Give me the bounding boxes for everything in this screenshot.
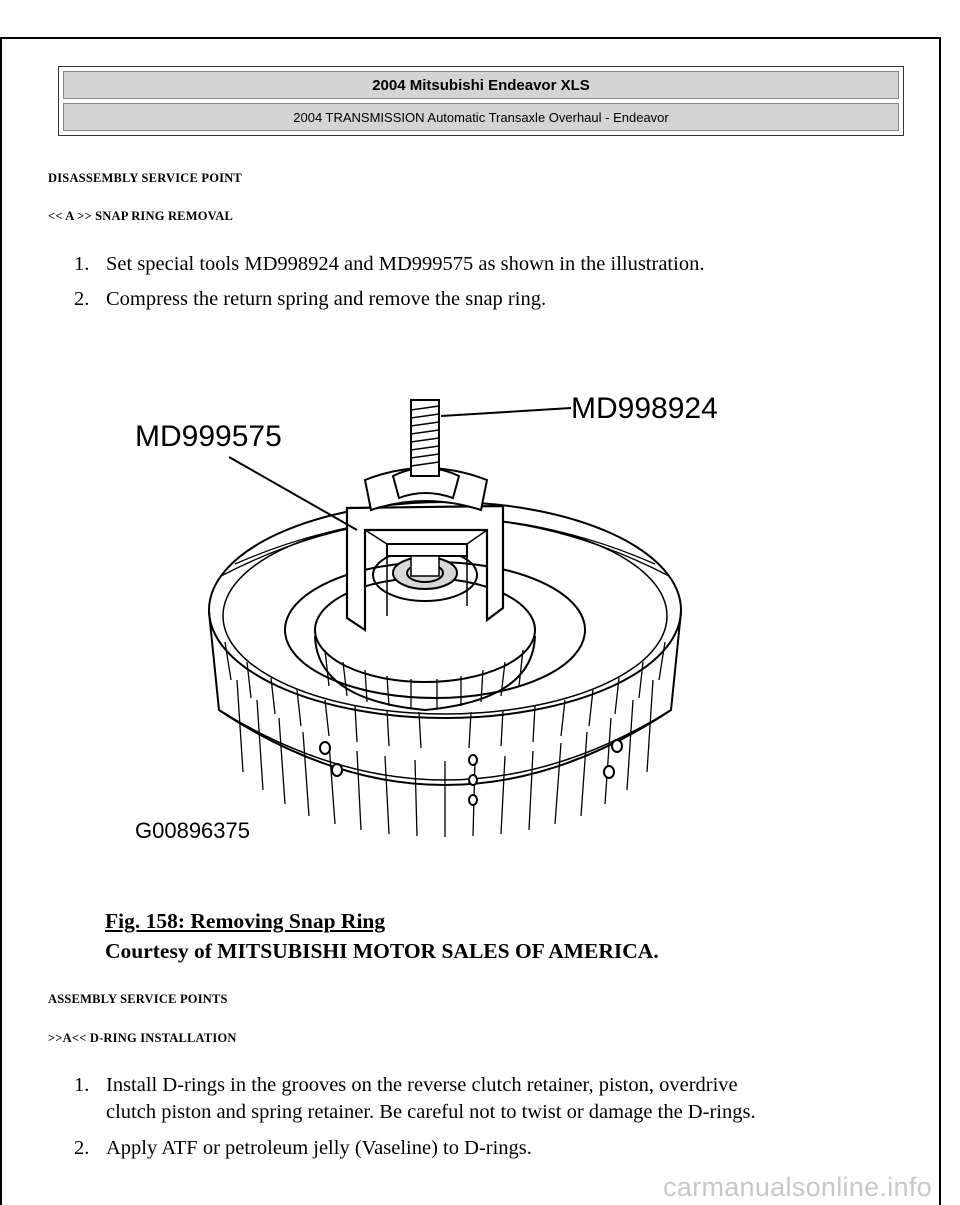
disassembly-step-2 xyxy=(74,286,546,313)
d-ring-installation-heading: >>A<< D-RING INSTALLATION xyxy=(48,1031,237,1045)
step-text xyxy=(106,1072,756,1126)
step-text: Apply ATF or petroleum jelly (Vaseline) to D-rings. xyxy=(106,1137,532,1159)
figure-title-link[interactable]: Fig. 158: Removing Snap Ring xyxy=(105,909,386,933)
section-title: 2004 TRANSMISSION Automatic Transaxle Overhaul - Endeavor xyxy=(63,103,899,131)
snap-ring-removal-illustration xyxy=(125,380,765,850)
step-text-line: clutch piston and spring retainer. Be careful not to twist or damage the D-rings. xyxy=(106,1101,756,1123)
drum-holes xyxy=(320,740,622,805)
figure-credit: Courtesy of MITSUBISHI MOTOR SALES OF AMERICA. xyxy=(105,939,659,963)
step-number: 1. xyxy=(74,253,90,275)
disassembly-step-1 xyxy=(74,251,704,278)
figure-image-id: G00896375 xyxy=(135,818,250,843)
assembly-heading: ASSEMBLY SERVICE POINTS xyxy=(48,992,228,1006)
callout-md998924: MD998924 xyxy=(571,392,718,425)
callout-md999575: MD999575 xyxy=(135,420,282,453)
drum-top-rim xyxy=(209,502,681,718)
step-text: Compress the return spring and remove the snap ring. xyxy=(106,288,547,310)
page-right-border xyxy=(939,37,941,1205)
step-number: 1. xyxy=(74,1074,90,1096)
leader-line-right xyxy=(441,408,571,416)
page-left-border xyxy=(0,37,2,1205)
leader-line-left xyxy=(229,457,357,530)
page-top-border xyxy=(0,37,941,39)
document-header xyxy=(58,66,904,136)
step-number: 2. xyxy=(74,1137,90,1159)
step-text: Set special tools MD998924 and MD999575 as shown in the illustration. xyxy=(106,253,705,275)
snap-ring-removal-heading: << A >> SNAP RING REMOVAL xyxy=(48,209,234,223)
site-watermark: carmanualsonline.info xyxy=(663,1172,932,1202)
bracket-cross-bar xyxy=(387,544,467,556)
retainer-teeth xyxy=(325,650,523,709)
step-number: 2. xyxy=(74,288,90,310)
disassembly-heading: DISASSEMBLY SERVICE POINT xyxy=(48,171,242,185)
retainer-gear xyxy=(315,636,535,710)
vehicle-title: 2004 Mitsubishi Endeavor XLS xyxy=(63,71,899,99)
step-text-line: Install D-rings in the grooves on the reverse clutch retainer, piston, overdrive xyxy=(106,1074,738,1096)
assembly-step-1 xyxy=(74,1072,756,1126)
rod-lower-end xyxy=(411,556,439,576)
assembly-step-2 xyxy=(74,1135,532,1162)
